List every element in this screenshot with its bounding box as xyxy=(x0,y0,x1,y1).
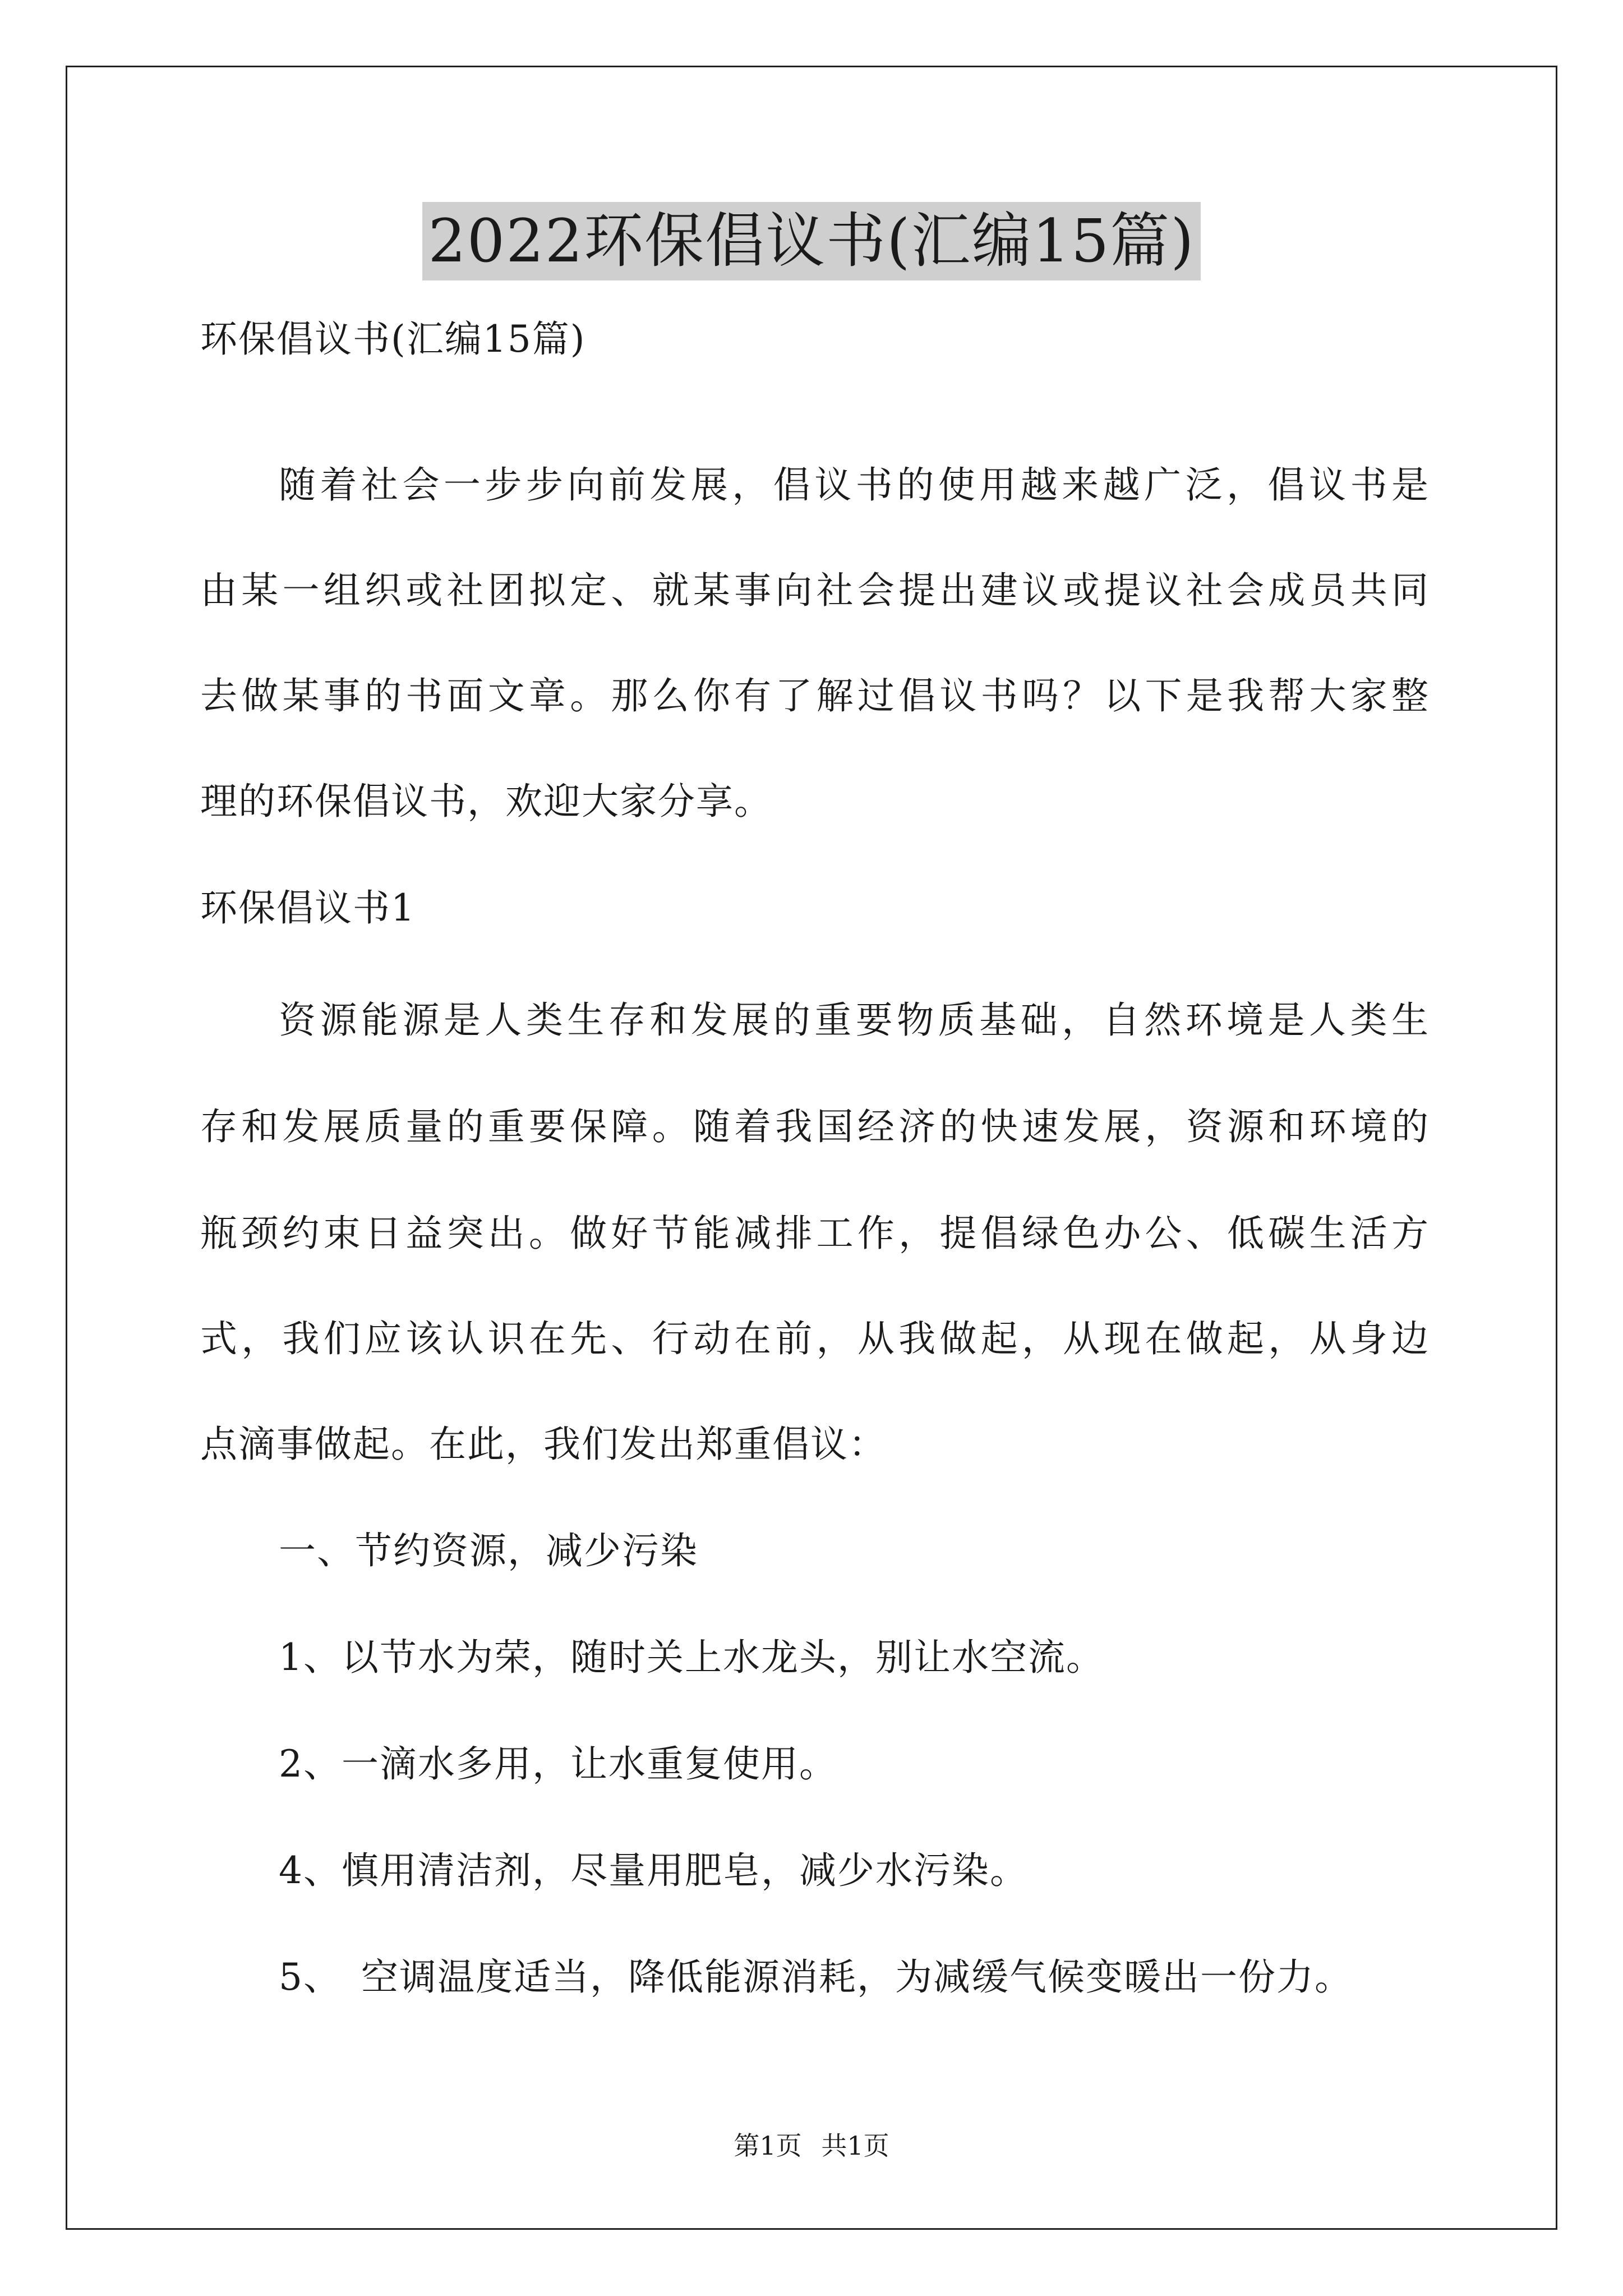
list-item: 4、慎用清洁剂，尽量用肥皂，减少水污染。 xyxy=(279,1849,1028,1892)
page-number-current: 第1页 xyxy=(734,2131,802,2161)
intro-line-3: 去做某事的书面文章。那么你有了解过倡议书吗？以下是我帮大家整 xyxy=(200,674,1428,717)
page-number-total: 共1页 xyxy=(821,2131,889,2161)
section-heading: 环保倡议书1 xyxy=(200,886,416,930)
body-line-3: 瓶颈约束日益突出。做好节能减排工作，提倡绿色办公、低碳生活方 xyxy=(200,1212,1428,1255)
document-title: 2022环保倡议书(汇编15篇) xyxy=(422,202,1200,280)
page-footer xyxy=(0,2129,1623,2162)
body-line-1: 资源能源是人类生存和发展的重要物质基础，自然环境是人类生 xyxy=(279,999,1428,1042)
intro-line-4: 理的环保倡议书，欢迎大家分享。 xyxy=(200,780,772,823)
intro-line-1: 随着社会一步步向前发展，倡议书的使用越来越广泛，倡议书是 xyxy=(279,463,1428,507)
list-heading: 一、节约资源，减少污染 xyxy=(279,1529,698,1572)
body-line-5: 点滴事做起。在此，我们发出郑重倡议： xyxy=(200,1423,887,1466)
intro-line-2: 由某一组织或社团拟定、就某事向社会提出建议或提议社会成员共同 xyxy=(200,569,1428,612)
body-line-4: 式，我们应该认识在先、行动在前，从我做起，从现在做起，从身边 xyxy=(200,1317,1428,1360)
body-line-2: 存和发展质量的重要保障。随着我国经济的快速发展，资源和环境的 xyxy=(200,1105,1428,1148)
title-container xyxy=(0,202,1623,280)
list-item: 2、一滴水多用，让水重复使用。 xyxy=(279,1742,837,1786)
subtitle: 环保倡议书(汇编15篇) xyxy=(200,318,586,361)
list-item: 5、 空调温度适当，降低能源消耗，为减缓气候变暖出一份力。 xyxy=(279,1955,1353,1999)
list-item: 1、以节水为荣，随时关上水龙头，别让水空流。 xyxy=(279,1636,1104,1679)
